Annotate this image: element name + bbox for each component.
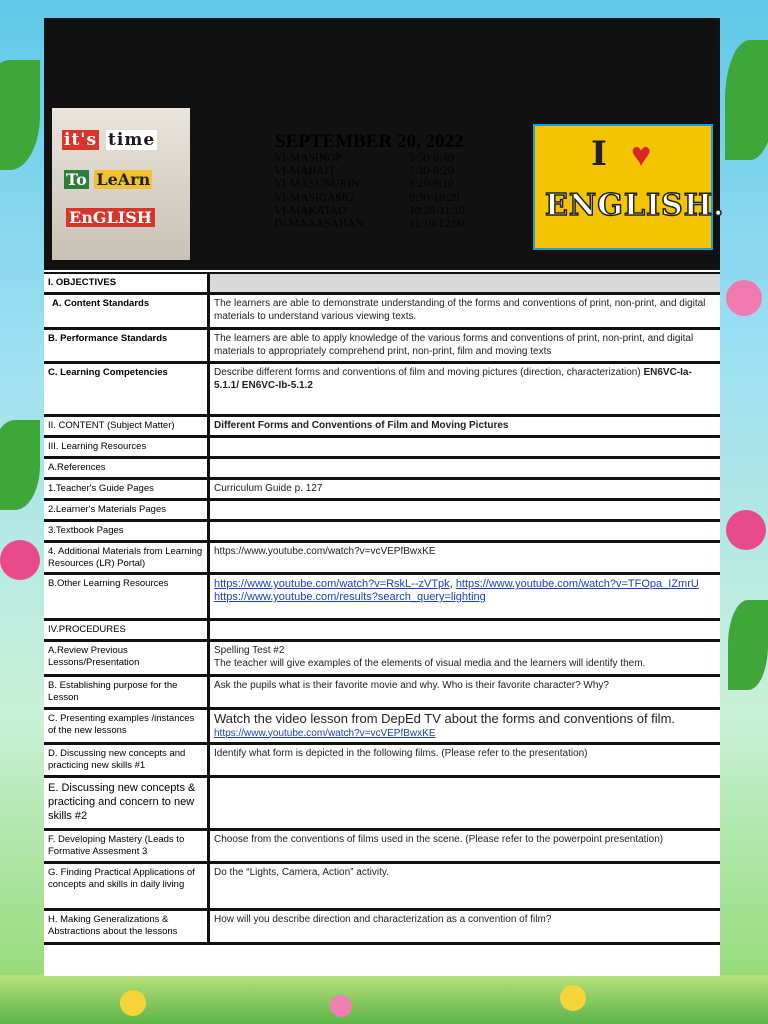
picture-english-text: ENGLISH. [545,188,725,223]
row-value [210,621,720,639]
table-row [44,543,720,575]
row-label: 1.Teacher's Guide Pages [44,480,210,498]
row-value [210,364,720,414]
section-name: VI-MASIGASIG [274,191,354,204]
grass-decoration [0,975,768,1024]
row-label: C. Presenting examples /instances of the new lessons [44,710,210,742]
row-label: 2.Learner's Materials Pages [44,501,210,519]
row-label: B. Performance Standards [44,330,210,361]
row-value: Identify what form is depicted in the following films. (Please refer to the presentation) [214,748,588,759]
table-row [44,522,720,543]
row-value: Choose from the conventions of films used in the scene. (Please refer to the powerpoint presentation) [214,834,664,845]
competency-text: Describe different forms and conventions of film and moving pictures (direction, characterization) [214,367,641,378]
flower-decoration [726,280,762,316]
row-label: F. Developing Mastery (Leads to Formative Assesment 3 [44,831,210,861]
flower-decoration [0,540,40,580]
resource-link[interactable]: https://www.youtube.com/watch?v=RskL--zVTpk [214,578,450,590]
row-value: Different Forms and Conventions of Film and Moving Pictures [214,420,509,431]
schedule-row [274,205,465,218]
row-value [210,274,720,292]
row-value [210,438,720,456]
table-row [44,417,720,438]
review-line2: The teacher will give examples of the elements of visual media and the learners will identify them. [214,657,646,669]
lesson-table [44,272,720,945]
resource-link[interactable]: https://www.youtube.com/watch?v=TFOpa_IZmrU [455,578,699,590]
resource-link[interactable]: https://www.youtube.com/results?search_query=lighting [214,591,486,603]
picture-word-3 [66,208,155,227]
picture-letter-i: I [591,134,607,174]
schedule-row [274,192,465,205]
section-time: 9:30-10:20 [409,191,460,204]
leaf-decoration [728,600,768,690]
row-label: B.Other Learning Resources [44,575,210,618]
competency-code: EN6VC-Ia-5.1.1/ EN6VC-Ib-5.1.2 [214,367,692,391]
table-row [44,272,720,295]
row-value [210,710,720,742]
table-row [44,501,720,522]
row-label: 3.Textbook Pages [44,522,210,540]
table-row [44,575,720,621]
table-row [44,778,720,831]
row-value [210,522,720,540]
row-value [210,778,720,828]
section-time: 8:20-9:10 [409,178,454,191]
row-value: Curriculum Guide p. 127 [214,483,323,494]
row-label: II. CONTENT (Subject Matter) [44,417,210,435]
row-label: A.Review Previous Lessons/Presentation [44,642,210,674]
heart-icon: ♥ [631,136,652,174]
table-row [44,364,720,417]
row-label: III. Learning Resources [44,438,210,456]
table-row [44,621,720,642]
table-row [44,642,720,677]
table-row [44,745,720,778]
row-value: https://www.youtube.com/watch?v=vcVEPfBwxKE [214,546,436,557]
row-label: A.References [44,459,210,477]
presenting-text: Watch the video lesson from DepEd TV about the forms and conventions of film. [214,711,676,726]
row-value: Do the “Lights, Camera, Action” activity. [214,867,389,878]
schedule-row [274,218,465,231]
section-name: VI-MASUNURIN [274,178,360,191]
i-love-english-picture [533,124,725,250]
picture-word-time: time [108,130,156,150]
section-time: 5:50-6:40 [409,152,454,164]
table-row [44,864,720,911]
leaf-decoration [0,420,40,510]
table-row [44,710,720,745]
picture-word-learn: LeArn [96,170,151,189]
row-label: I. OBJECTIVES [44,274,210,292]
section-name: VI-MASINOP [274,152,342,164]
picture-word-1 [62,130,157,150]
resource-link[interactable]: https://www.youtube.com/watch?v=vcVEPfBwxKE [214,727,436,739]
table-row [44,330,720,364]
row-label: 4. Additional Materials from Learning Resources (LR) Portal) [44,543,210,572]
flower-decoration [560,985,586,1011]
flower-decoration [330,995,352,1017]
learn-english-picture [52,108,190,260]
section-time: 7:30-8:20 [409,165,454,178]
row-label: C. Learning Competencies [44,364,210,414]
row-value: How will you describe direction and characterization as a convention of film? [214,914,552,925]
table-row [44,831,720,864]
flower-decoration [120,990,146,1016]
section-name: VI-MAKATAO [274,204,347,217]
row-value: The learners are able to apply knowledge of the various forms and conventions of print, non-print, and digital materials to appropriately comprehend print, non-print, film and moving texts [214,333,694,357]
row-label: H. Making Generalizations & Abstractions about the lessons [44,911,210,942]
row-label: B. Establishing purpose for the Lesson [44,677,210,707]
row-value: Ask the pupils what is their favorite movie and why. Who is their favorite character? Why? [214,680,609,691]
table-row [44,295,720,330]
row-label: IV.PROCEDURES [44,621,210,639]
row-label: G. Finding Practical Applications of concepts and skills in daily living [44,864,210,908]
flower-decoration [726,510,766,550]
schedule-row [274,178,465,191]
section-time: 10:20-11:10 [409,204,465,217]
picture-word-to: To [66,170,87,189]
table-row [44,480,720,501]
schedule-row [274,152,465,165]
section-time: 11:10-12:00 [409,218,465,231]
section-name: IV-MAAASAHAN [274,218,364,231]
table-row [44,438,720,459]
row-value [210,501,720,519]
row-value [210,642,720,674]
table-row [44,911,720,945]
row-label: E. Discussing new concepts & practicing and concern to new skills #2 [44,778,210,828]
row-label: D. Discussing new concepts and practicing new skills #1 [44,745,210,775]
section-name: VI-MABAIT [274,165,336,178]
schedule-list [274,152,465,231]
row-label: A. Content Standards [44,295,210,327]
review-line1: Spelling Test #2 [214,645,285,656]
row-value [210,459,720,477]
picture-word-2 [64,170,152,189]
table-row [44,677,720,710]
picture-word-english: EnGLISH [66,208,155,227]
row-value: https://www.youtube.com/watch?v=RskL--zVTpk, https://www.youtube.com/watch?v=TFOpa_IZmrU https://www.youtube.com/results?search_query=lighting [214,578,699,603]
leaf-decoration [0,60,40,170]
table-row [44,459,720,480]
leaf-decoration [725,40,768,160]
row-value: The learners are able to demonstrate understanding of the forms and conventions of print, non-print, and digital materials to understand various viewing texts. [214,298,706,322]
picture-word-its: it's [64,130,98,150]
schedule-row [274,165,465,178]
date-heading: SEPTEMBER 20, 2022 [275,131,464,152]
